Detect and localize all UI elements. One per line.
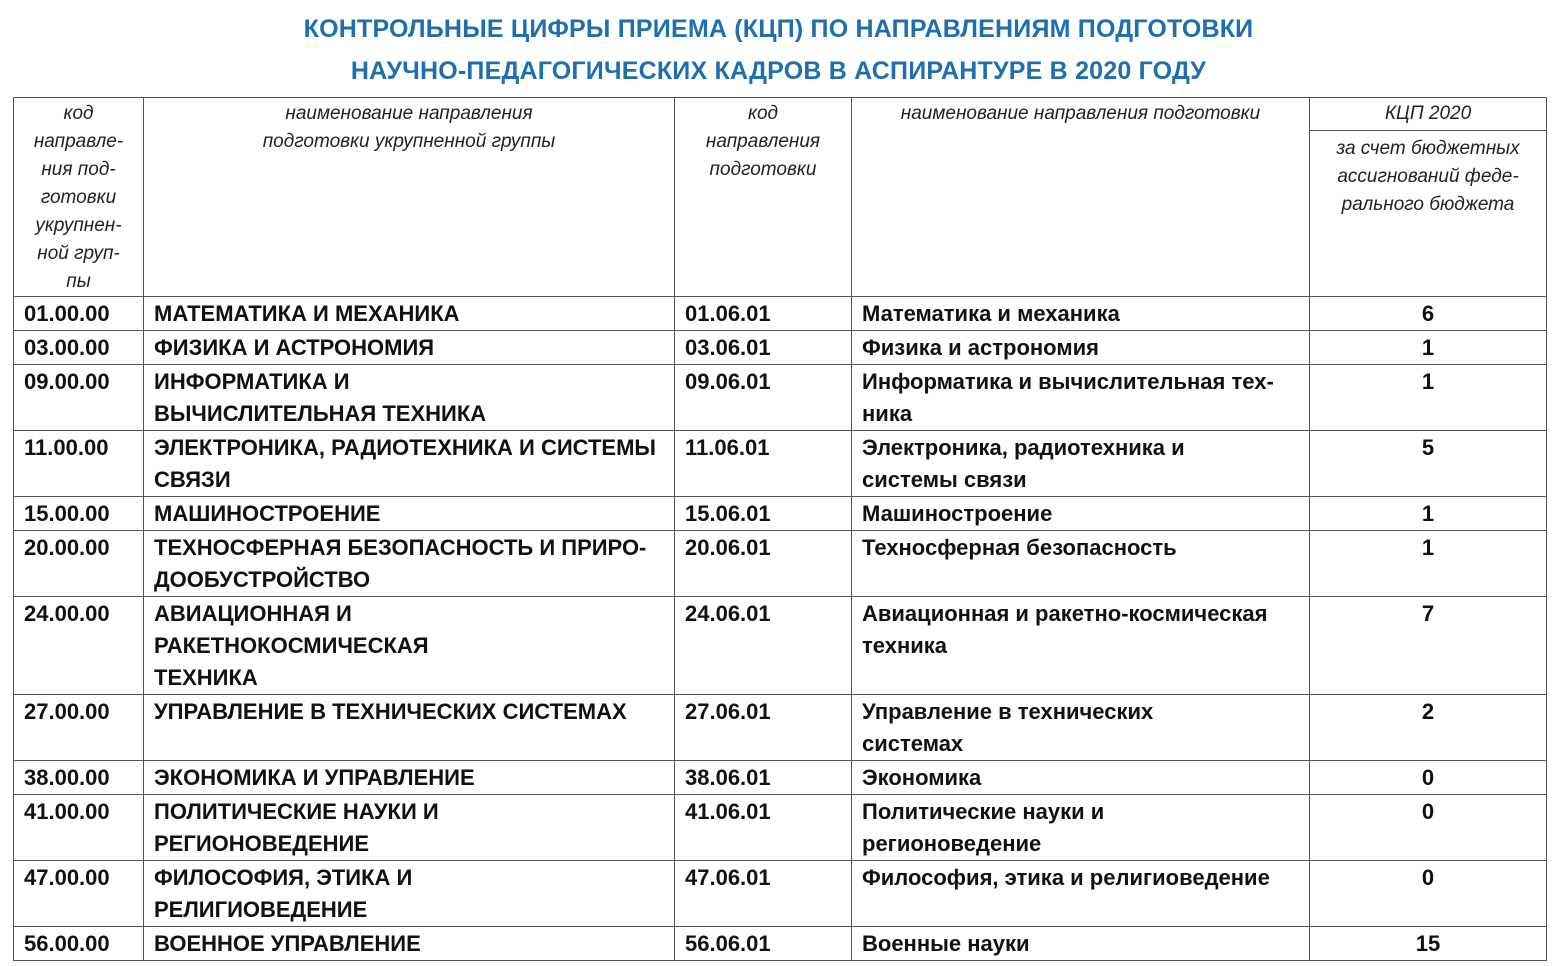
header-direction-code: код направления подготовки	[675, 98, 852, 297]
direction-name-cell: Информатика и вычислительная тех- ника	[852, 365, 1310, 431]
group-name-cell: ЭЛЕКТРОНИКА, РАДИОТЕХНИКА И СИСТЕМЫ СВЯЗИ	[144, 431, 675, 497]
group-name-cell: МАШИНОСТРОЕНИЕ	[144, 497, 675, 531]
direction-name-cell: Философия, этика и религиоведение	[852, 861, 1310, 927]
direction-code-cell: 38.06.01	[675, 761, 852, 795]
direction-code-cell: 20.06.01	[675, 531, 852, 597]
table-row	[14, 331, 1547, 365]
title-line-2: НАУЧНО-ПЕДАГОГИЧЕСКИХ КАДРОВ В АСПИРАНТУРЕ В 2020 ГОДУ	[350, 57, 1207, 85]
header-row	[14, 98, 1547, 131]
table-row	[14, 861, 1547, 927]
group-name-cell: АВИАЦИОННАЯ И РАКЕТНОКОСМИЧЕСКАЯ ТЕХНИКА	[144, 597, 675, 695]
direction-name-cell: Техносферная безопасность	[852, 531, 1310, 597]
group-name-cell: МАТЕМАТИКА И МЕХАНИКА	[144, 297, 675, 331]
direction-code-cell: 47.06.01	[675, 861, 852, 927]
header-direction-name: наименование направления подготовки	[852, 98, 1310, 297]
group-name-cell: ИНФОРМАТИКА И ВЫЧИСЛИТЕЛЬНАЯ ТЕХНИКА	[144, 365, 675, 431]
title-line-1: КОНТРОЛЬНЫЕ ЦИФРЫ ПРИЕМА (КЦП) ПО НАПРАВЛЕНИЯМ ПОДГОТОВКИ	[303, 15, 1254, 43]
header-group-name: наименование направления подготовки укрупненной группы	[144, 98, 675, 297]
group-name-cell: ЭКОНОМИКА И УПРАВЛЕНИЕ	[144, 761, 675, 795]
table-row	[14, 695, 1547, 761]
kcp-cell: 2	[1310, 695, 1547, 761]
direction-code-cell: 27.06.01	[675, 695, 852, 761]
group-code-cell: 27.00.00	[14, 695, 144, 761]
group-code-cell: 38.00.00	[14, 761, 144, 795]
kcp-cell: 0	[1310, 761, 1547, 795]
group-name-cell: ПОЛИТИЧЕСКИЕ НАУКИ И РЕГИОНОВЕДЕНИЕ	[144, 795, 675, 861]
direction-code-cell: 11.06.01	[675, 431, 852, 497]
kcp-cell: 1	[1310, 497, 1547, 531]
direction-name-cell: Электроника, радиотехника и системы связи	[852, 431, 1310, 497]
group-name-cell: ВОЕННОЕ УПРАВЛЕНИЕ	[144, 927, 675, 961]
table-row	[14, 497, 1547, 531]
table-row	[14, 927, 1547, 961]
direction-code-cell: 01.06.01	[675, 297, 852, 331]
group-code-cell: 41.00.00	[14, 795, 144, 861]
group-code-cell: 20.00.00	[14, 531, 144, 597]
group-name-cell: ФИЛОСОФИЯ, ЭТИКА И РЕЛИГИОВЕДЕНИЕ	[144, 861, 675, 927]
kcp-cell: 0	[1310, 861, 1547, 927]
table-row	[14, 431, 1547, 497]
header-kcp-budget: за счет бюджетных ассигнований феде- рального бюджета	[1310, 131, 1547, 297]
direction-name-cell: Машиностроение	[852, 497, 1310, 531]
header-kcp: КЦП 2020	[1310, 98, 1547, 131]
direction-name-cell: Политические науки и регионоведение	[852, 795, 1310, 861]
table-row	[14, 795, 1547, 861]
direction-name-cell: Математика и механика	[852, 297, 1310, 331]
direction-code-cell: 09.06.01	[675, 365, 852, 431]
direction-code-cell: 15.06.01	[675, 497, 852, 531]
document-title	[0, 8, 1557, 92]
group-code-cell: 01.00.00	[14, 297, 144, 331]
direction-code-cell: 56.06.01	[675, 927, 852, 961]
direction-code-cell: 41.06.01	[675, 795, 852, 861]
direction-code-cell: 03.06.01	[675, 331, 852, 365]
kcp-cell: 1	[1310, 365, 1547, 431]
group-code-cell: 15.00.00	[14, 497, 144, 531]
direction-name-cell: Экономика	[852, 761, 1310, 795]
direction-name-cell: Физика и астрономия	[852, 331, 1310, 365]
kcp-cell: 5	[1310, 431, 1547, 497]
kcp-cell: 1	[1310, 331, 1547, 365]
table-row	[14, 597, 1547, 695]
admission-table	[13, 97, 1547, 961]
kcp-cell: 15	[1310, 927, 1547, 961]
kcp-cell: 0	[1310, 795, 1547, 861]
group-code-cell: 24.00.00	[14, 597, 144, 695]
table-row	[14, 297, 1547, 331]
kcp-cell: 1	[1310, 531, 1547, 597]
table-row	[14, 761, 1547, 795]
group-name-cell: ФИЗИКА И АСТРОНОМИЯ	[144, 331, 675, 365]
direction-code-cell: 24.06.01	[675, 597, 852, 695]
group-name-cell: ТЕХНОСФЕРНАЯ БЕЗОПАСНОСТЬ И ПРИРО- ДООБУСТРОЙСТВО	[144, 531, 675, 597]
kcp-cell: 7	[1310, 597, 1547, 695]
group-code-cell: 47.00.00	[14, 861, 144, 927]
kcp-cell: 6	[1310, 297, 1547, 331]
group-code-cell: 56.00.00	[14, 927, 144, 961]
table-row	[14, 531, 1547, 597]
group-name-cell: УПРАВЛЕНИЕ В ТЕХНИЧЕСКИХ СИСТЕМАХ	[144, 695, 675, 761]
group-code-cell: 11.00.00	[14, 431, 144, 497]
header-group-code: код направле- ния под- готовки укрупнен- ной груп- пы	[14, 98, 144, 297]
direction-name-cell: Военные науки	[852, 927, 1310, 961]
table-row	[14, 365, 1547, 431]
group-code-cell: 09.00.00	[14, 365, 144, 431]
direction-name-cell: Авиационная и ракетно-космическая техника	[852, 597, 1310, 695]
group-code-cell: 03.00.00	[14, 331, 144, 365]
direction-name-cell: Управление в технических системах	[852, 695, 1310, 761]
